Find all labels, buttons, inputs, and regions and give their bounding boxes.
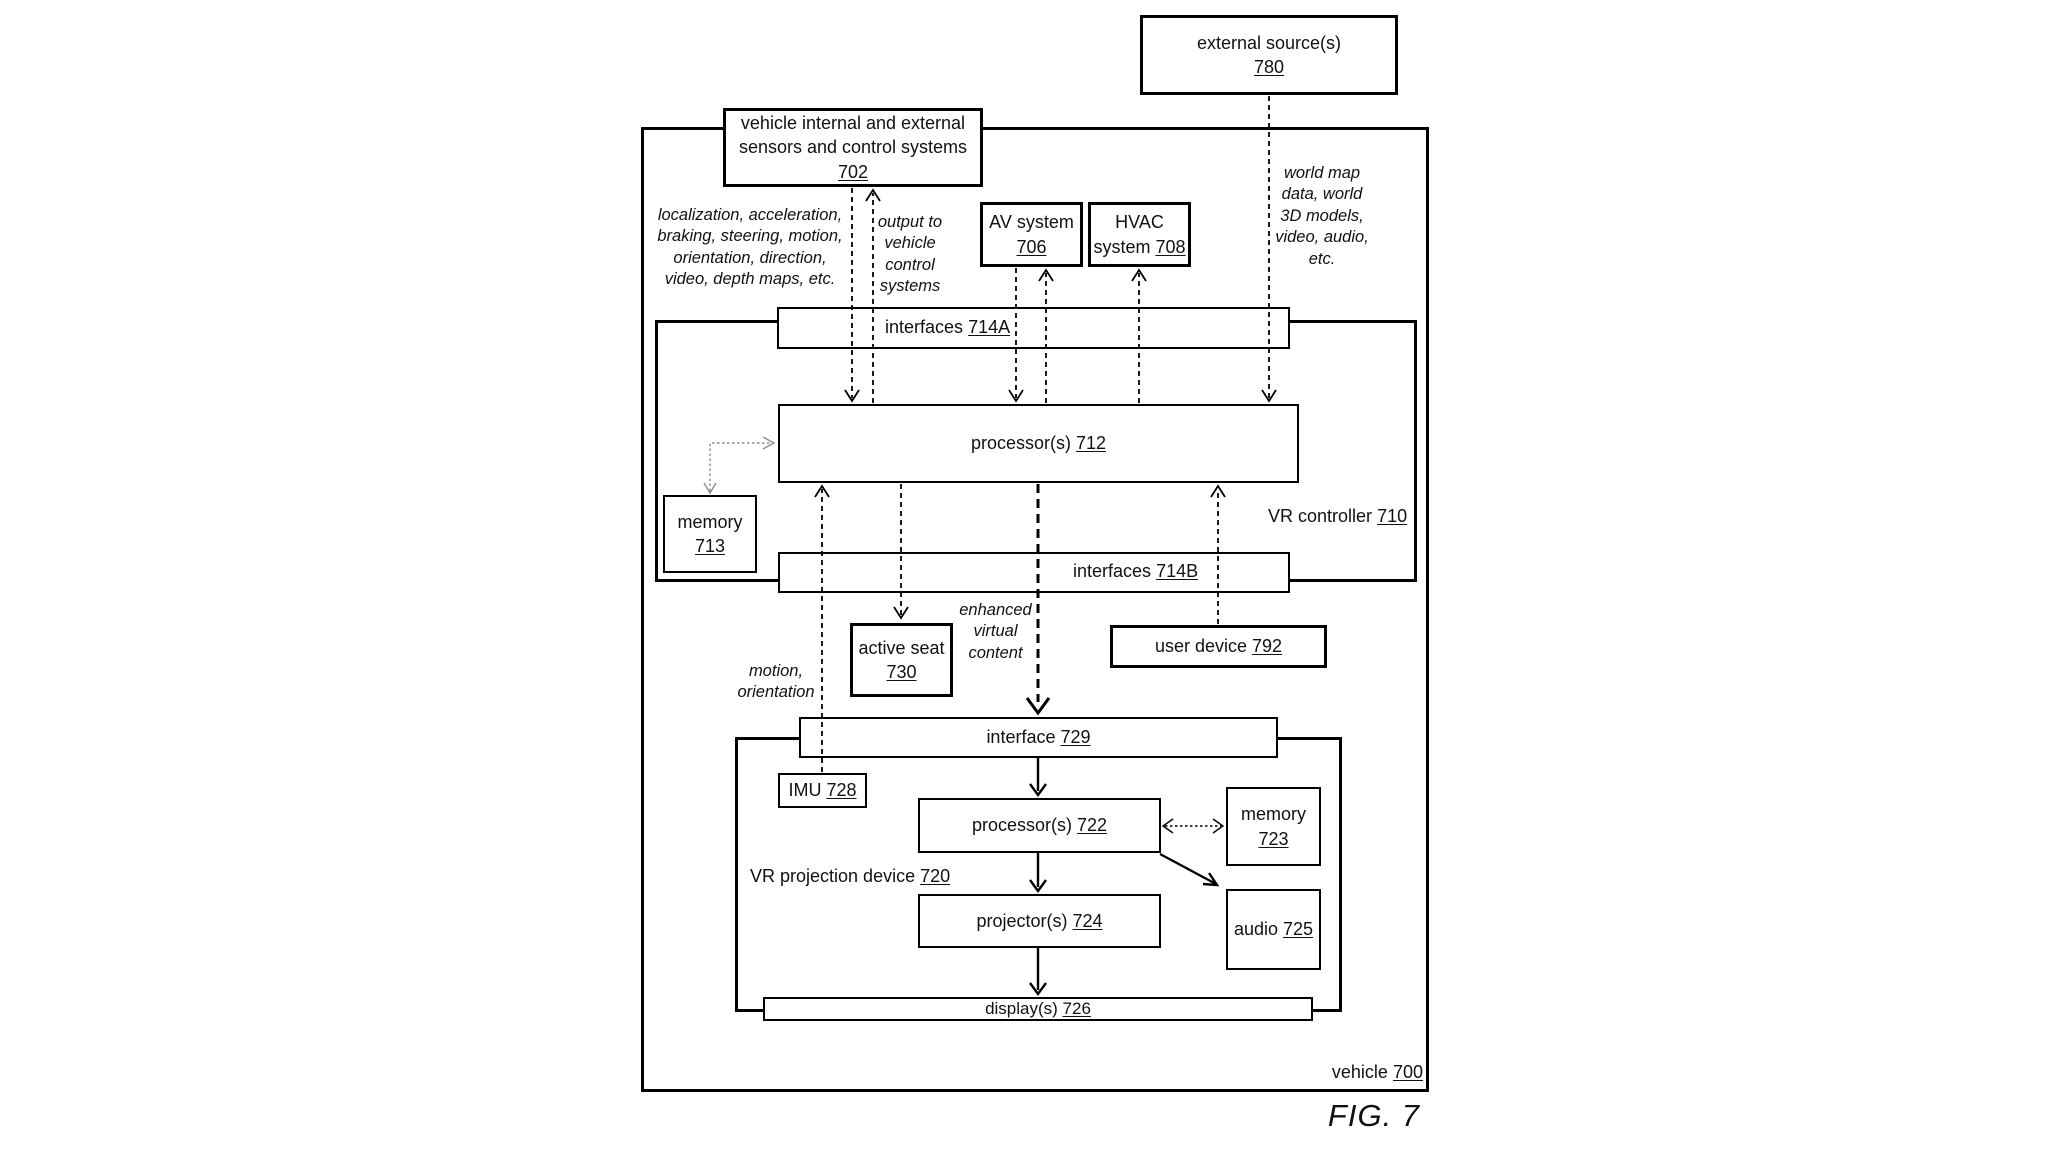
imu-728-label: IMU 728 [788,780,857,801]
memory-723-label: memory [1240,804,1306,825]
memory-723-ref: 723 [1258,828,1289,849]
projectors-724-box [918,894,1161,948]
imu-728-box [778,773,867,808]
processors-722-label: processor(s) 722 [971,815,1108,836]
sensors-control-line1: vehicle internal and external [740,113,966,134]
av-system-label: AV system [989,212,1074,233]
external-sources-box [1140,15,1398,95]
processors-722-box [918,798,1161,853]
motion-orientation-note: motion, orientation [737,662,815,702]
memory-713-label: memory [677,511,743,532]
sensor-outputs-note: localization, acceleration, braking, steering, motion, orientation, direction, video, depth maps, etc. [657,206,843,289]
external-data-note: world map data, world 3D models, video, audio, etc. [1275,164,1369,268]
enhanced-virtual-content-note: enhanced virtual content [959,601,1032,662]
interface-729-label: interface 729 [986,727,1091,748]
audio-725-label: audio 725 [1233,919,1314,940]
displays-726-bar [763,997,1313,1021]
memory-713-box [663,495,757,573]
processors-712-label: processor(s) 712 [970,433,1107,454]
hvac-system-line2: system 708 [1093,236,1186,257]
user-device-box [1110,625,1327,668]
external-sources-label: external source(s) [1196,32,1342,53]
av-system-box [980,202,1083,267]
memory-713-ref: 713 [694,536,726,556]
vr-projection-device-label: VR projection device 720 [750,866,951,886]
vehicle-label: vehicle 700 [1331,1062,1423,1082]
hvac-system-line1: HVAC [1115,212,1164,233]
figure-caption: FIG. 7 [1327,1098,1421,1133]
sensors-control-box [723,108,983,187]
vehicle-control-output-note: output to vehicle control systems [877,213,943,296]
displays-726-label: display(s) 726 [985,998,1091,1018]
external-sources-ref: 780 [1253,57,1285,77]
user-device-label: user device 792 [1154,636,1283,657]
interfaces-714b-label: interfaces 714B [1073,561,1199,581]
av-system-ref: 706 [1016,236,1047,257]
hvac-system-box [1088,202,1191,267]
audio-725-box [1226,889,1321,970]
vr-controller-label: VR controller 710 [1268,506,1408,526]
projectors-724-label: projector(s) 724 [976,910,1103,931]
active-seat-label: active seat [858,637,945,658]
active-seat-ref: 730 [886,662,917,682]
processors-712-box [778,404,1299,483]
interfaces-714b-bar [778,552,1290,593]
interfaces-714a-label: interfaces 714A [885,317,1011,337]
interface-729-bar [799,717,1278,758]
sensors-control-line2: sensors and control systems 702 [738,137,968,182]
interfaces-714a-bar [777,307,1290,349]
memory-723-box [1226,787,1321,866]
active-seat-box [850,623,953,697]
